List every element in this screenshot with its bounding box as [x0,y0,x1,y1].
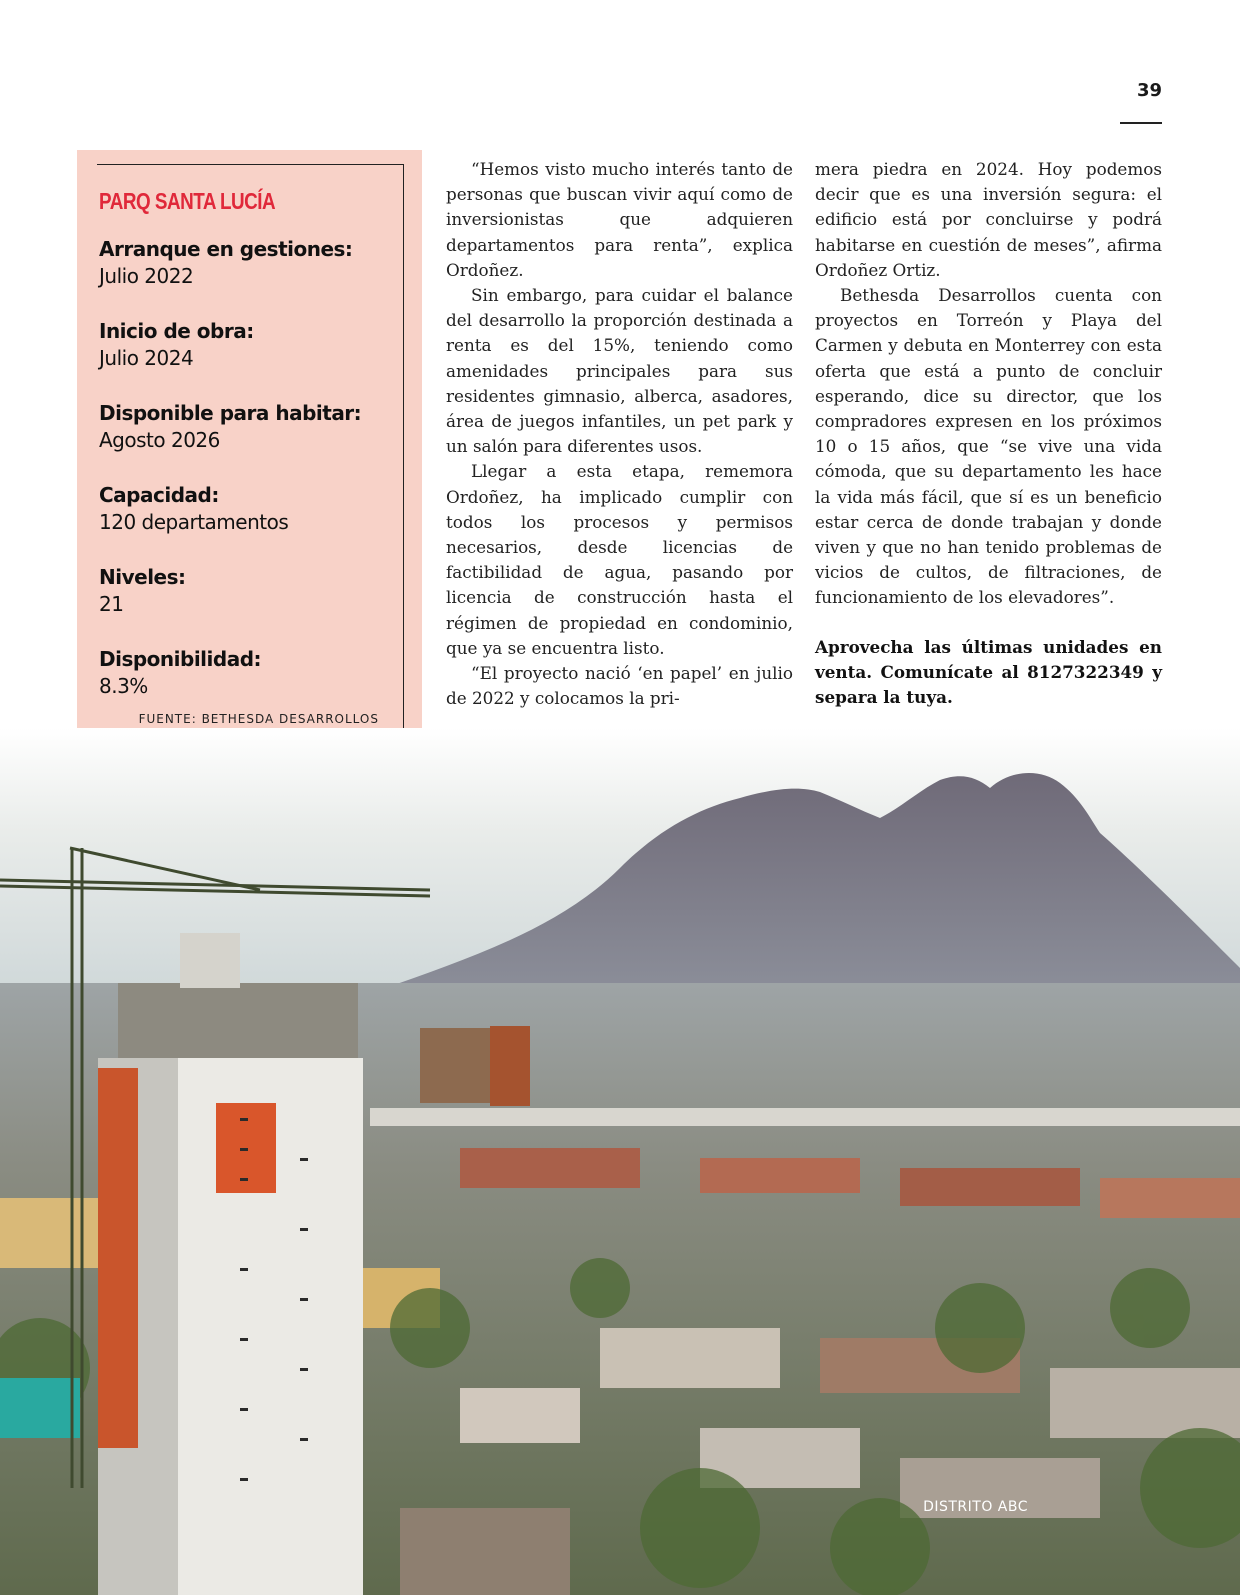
fact-label: Niveles: [99,565,186,589]
paragraph: Sin embargo, para cuidar el balance del desarrollo la proporción destinada a renta es del 15%, teniendo como amenidades principales para sus residentes gimnasio, alberca, asadores, área de juegos infantiles, un pet park y un salón para diferentes usos. [446,285,793,457]
photo-credit: DISTRITO ABC [923,1499,1028,1515]
sidebar-title: PARQ SANTA LUCÍA [99,188,276,214]
paragraph: Llegar a esta etapa, rememora Ordoñez, ha implicado cumplir con todos los procesos y permisos necesarios, desde licencias de factibilidad de agua, pasando por licencia de construcción hasta el régimen de propiedad en condominio, que ya se encuentra listo. [446,461,793,658]
fact-item [99,318,399,400]
fact-item [99,564,399,646]
fact-item [99,236,399,318]
paragraph: “El proyecto nació ‘en papel’ en julio de 2022 y colocamos la pri- [446,663,793,709]
fact-item [99,482,399,564]
pool [0,1378,80,1438]
article-column-1 [446,157,793,711]
fact-label: Inicio de obra: [99,319,254,343]
fact-label: Arranque en gestiones: [99,237,353,261]
page-number: 39 [1136,80,1162,101]
fact-item [99,400,399,482]
paragraph: “Hemos visto mucho interés tanto de personas que buscan vivir aquí como de inversionistas que adquieren departamentos para renta”, explica Ordoñez. [446,159,793,280]
fact-value: Julio 2024 [99,346,194,370]
fact-label: Disponibilidad: [99,647,262,671]
fact-list [99,236,399,728]
call-to-action: Aprovecha las últimas unidades en venta. Comunícate al 8127322349 y separa la tuya. [815,636,1162,708]
fact-label: Disponible para habitar: [99,401,362,425]
tower-under-construction [98,933,363,1595]
paragraph: Bethesda Desarrollos cuenta con proyectos en Torreón y Playa del Carmen y debuta en Monterrey con esta oferta que está a punto de concluir esperando, dice su director, que los compradores expresen en los próximos 10 o 15 años, que “se vive una vida cómoda, que su departamento les hace la vida más fácil, que sí es un beneficio estar cerca de donde trabajan y donde viven y que no han tenido problemas de vicios de cultos, de filtraciones, de funcionamiento de los elevadores”. [815,285,1162,608]
fact-label: Capacidad: [99,483,219,507]
fact-value: 8.3% [99,674,148,698]
article-column-2 [815,157,1162,710]
fact-value: 120 departamentos [99,510,289,534]
sidebar-source: FUENTE: BETHESDA DESARROLLOS [138,712,379,726]
aerial-photo [0,728,1240,1595]
fact-value: Agosto 2026 [99,428,220,452]
paragraph: mera piedra en 2024. Hoy podemos decir que es una inversión segura: el edificio está por concluirse y podrá habitarse en cuestión de meses”, afirma Ordoñez Ortiz. [815,159,1162,280]
fact-sidebar [77,150,422,734]
fact-value: 21 [99,592,124,616]
page-number-rule [1120,122,1162,124]
fact-value: Julio 2022 [99,264,194,288]
